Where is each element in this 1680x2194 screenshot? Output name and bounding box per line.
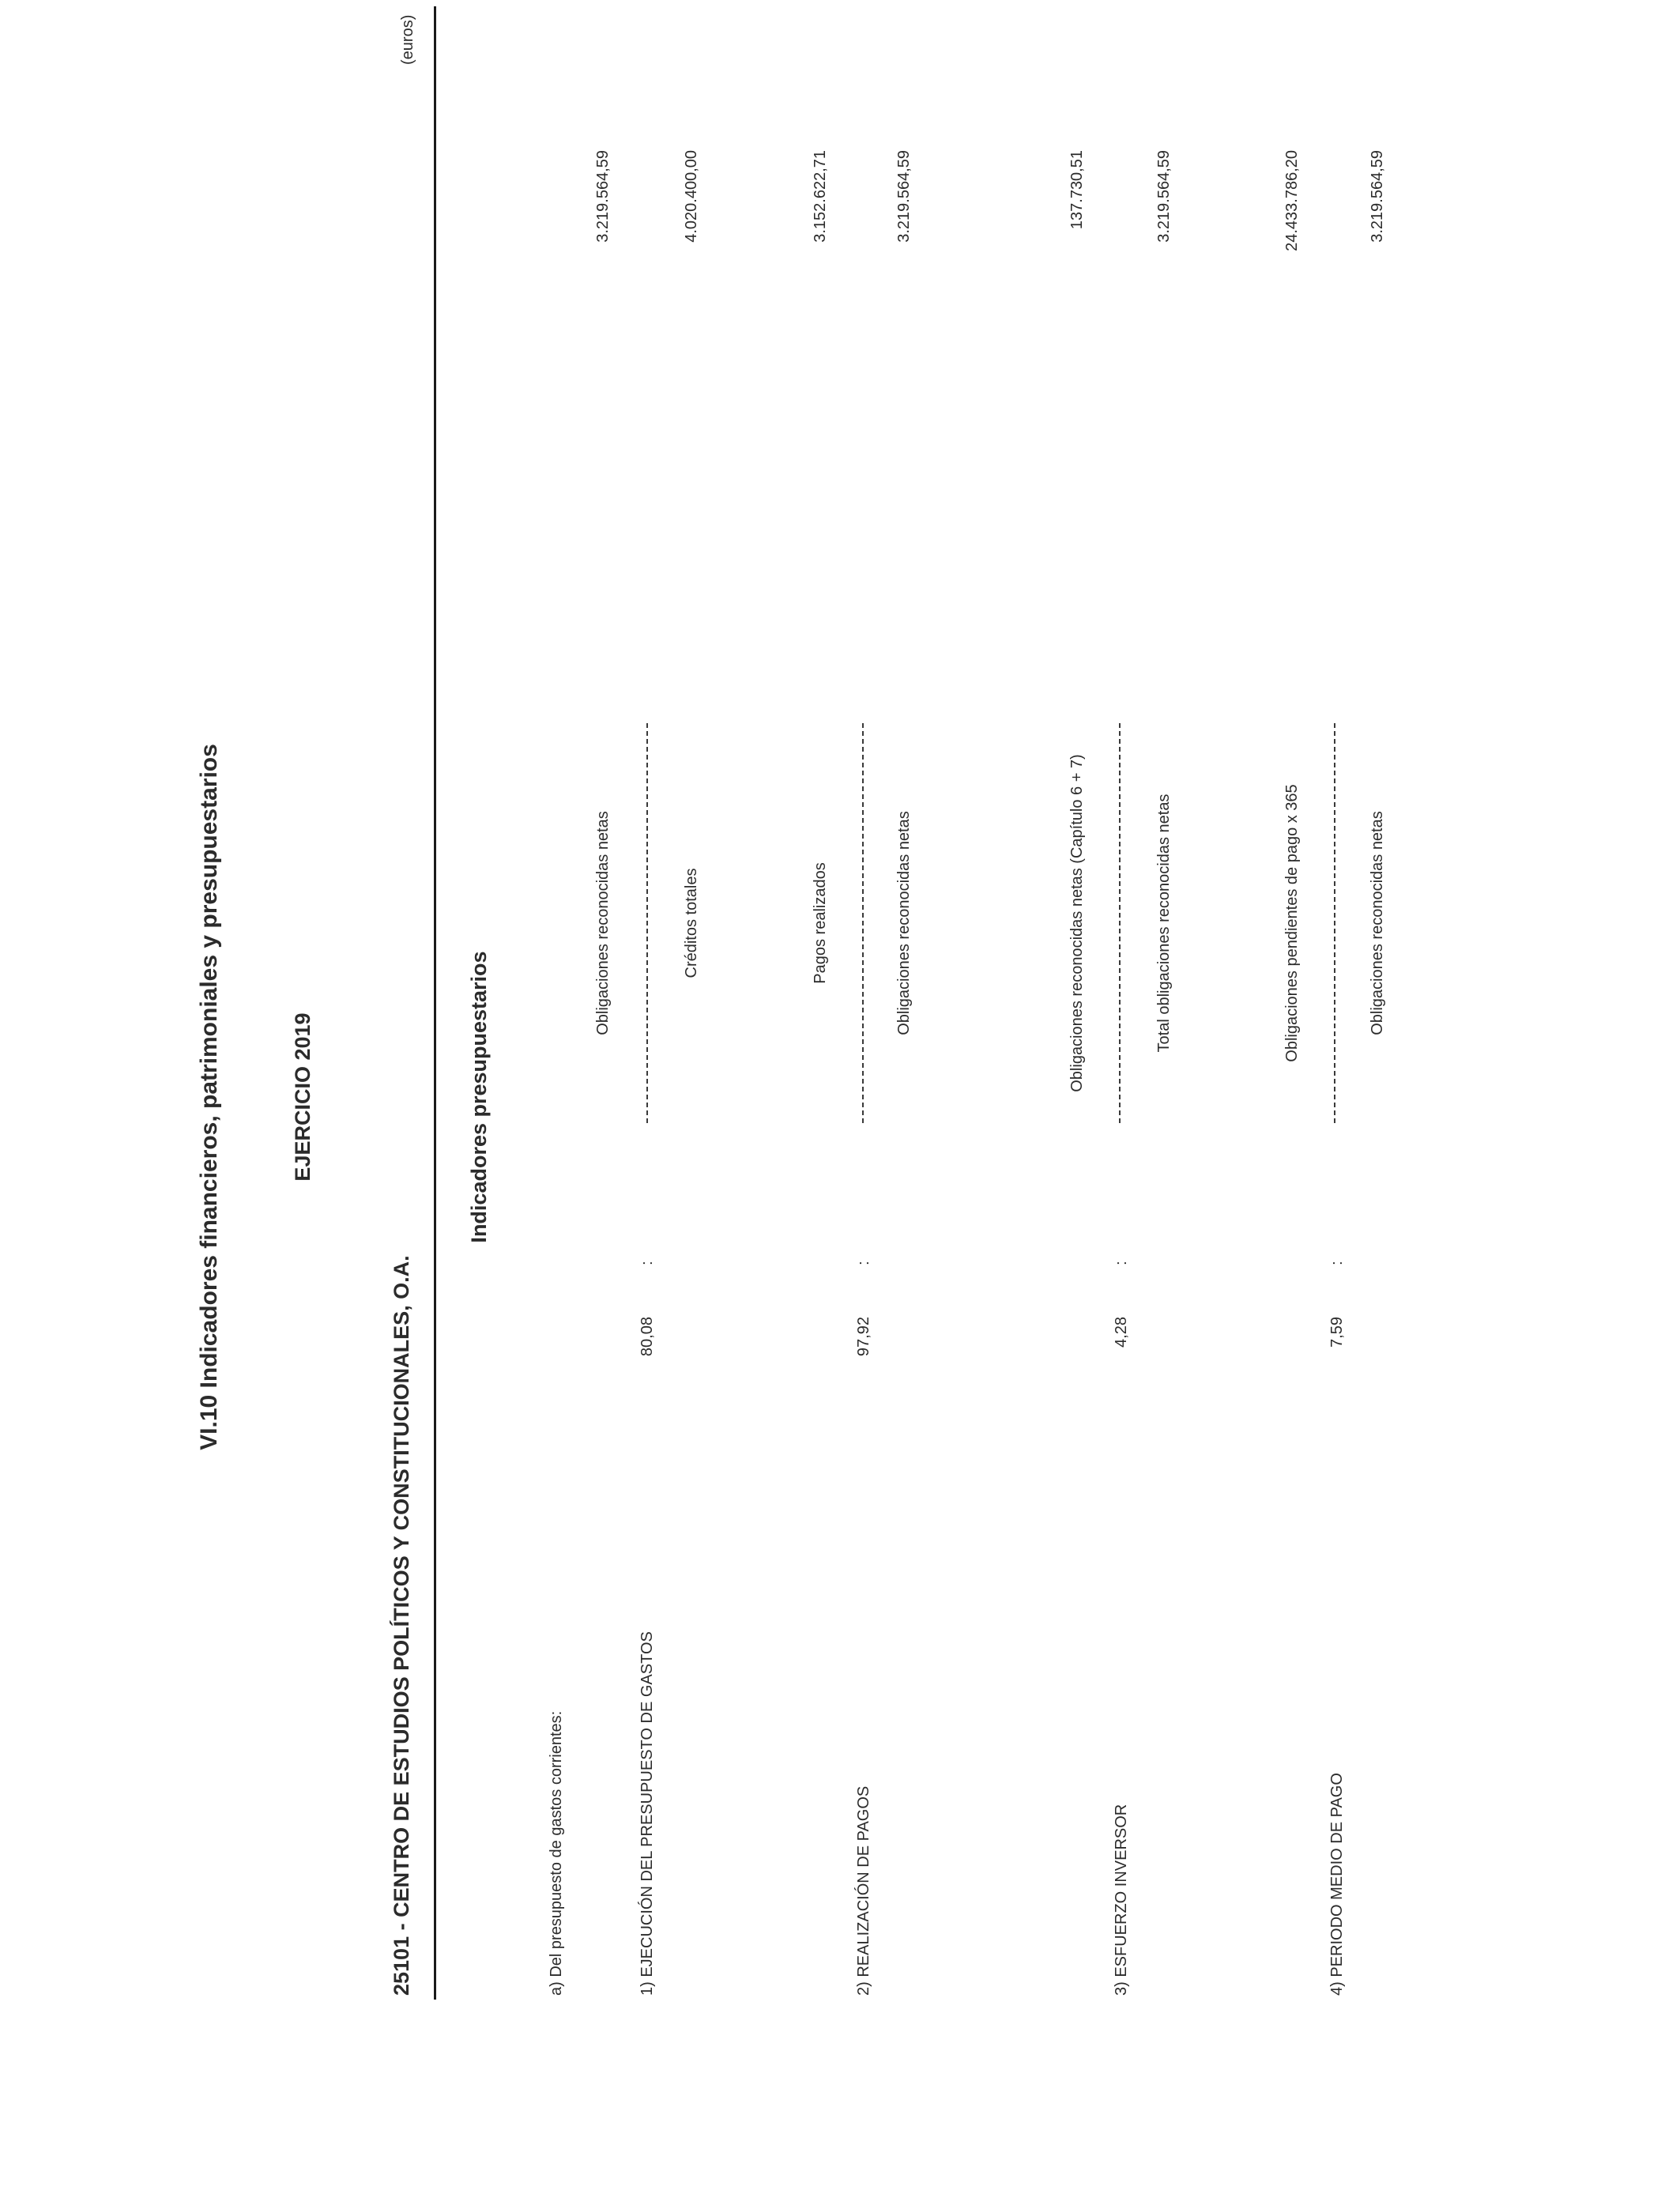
indicator-label: 1) EJECUCIÓN DEL PRESUPUESTO DE GASTOS [638, 1631, 656, 1996]
indicator-value: 80,08 [638, 1317, 656, 1357]
fraction-denominator-label: Obligaciones reconocidas netas [1369, 811, 1386, 1035]
indicator-value: 97,92 [855, 1317, 872, 1357]
indicator-colon: : [1328, 1261, 1346, 1265]
entity-name: 25101 - CENTRO DE ESTUDIOS POLÍTICOS Y CONSTITUCIONALES, O.A. [390, 1255, 413, 1996]
header-rule [434, 6, 436, 2000]
fraction-denominator-amount: 3.219.564,59 [895, 150, 913, 243]
fraction-numerator-amount: 3.152.622,71 [812, 150, 829, 243]
fraction-numerator-label: Pagos realizados [812, 862, 829, 984]
fraction-numerator-label: Obligaciones reconocidas netas [594, 811, 612, 1035]
fraction-line [862, 723, 864, 1123]
indicator-value: 7,59 [1328, 1317, 1346, 1348]
fraction-numerator-amount: 137.730,51 [1068, 150, 1086, 230]
fraction-numerator-label: Obligaciones reconocidas netas (Capítulo 6 + 7) [1068, 754, 1086, 1092]
indicator-label: 4) PERIODO MEDIO DE PAGO [1328, 1773, 1346, 1996]
fraction-numerator-amount: 3.219.564,59 [594, 150, 612, 243]
fraction-denominator-label: Total obligaciones reconocidas netas [1155, 794, 1173, 1053]
currency-note: (euros) [399, 14, 416, 65]
indicator-colon: : [638, 1261, 656, 1265]
indicator-label: 2) REALIZACIÓN DE PAGOS [855, 1785, 872, 1996]
indicator-value: 4,28 [1113, 1317, 1130, 1348]
fraction-numerator-label: Obligaciones pendientes de pago x 365 [1283, 784, 1301, 1062]
fraction-denominator-amount: 3.219.564,59 [1155, 150, 1173, 243]
fraction-denominator-label: Obligaciones reconocidas netas [895, 811, 913, 1035]
indicator-label: 3) ESFUERZO INVERSOR [1113, 1804, 1130, 1996]
indicator-colon: : [1113, 1261, 1130, 1265]
fraction-denominator-amount: 4.020.400,00 [683, 150, 700, 243]
subsection-heading: a) Del presupuesto de gastos corrientes: [548, 1710, 565, 1996]
indicator-colon: : [855, 1261, 872, 1265]
exercise-year: EJERCICIO 2019 [291, 1012, 315, 1182]
fraction-line [1119, 723, 1121, 1123]
section-title: Indicadores presupuestarios [467, 951, 491, 1243]
fraction-denominator-amount: 3.219.564,59 [1369, 150, 1386, 243]
document-title: VI.10 Indicadores financieros, patrimoniales y presupuestarios [196, 744, 222, 1450]
fraction-line [1334, 723, 1335, 1123]
fraction-line [646, 723, 648, 1123]
fraction-denominator-label: Créditos totales [683, 868, 700, 978]
fraction-numerator-amount: 24.433.786,20 [1283, 150, 1301, 251]
